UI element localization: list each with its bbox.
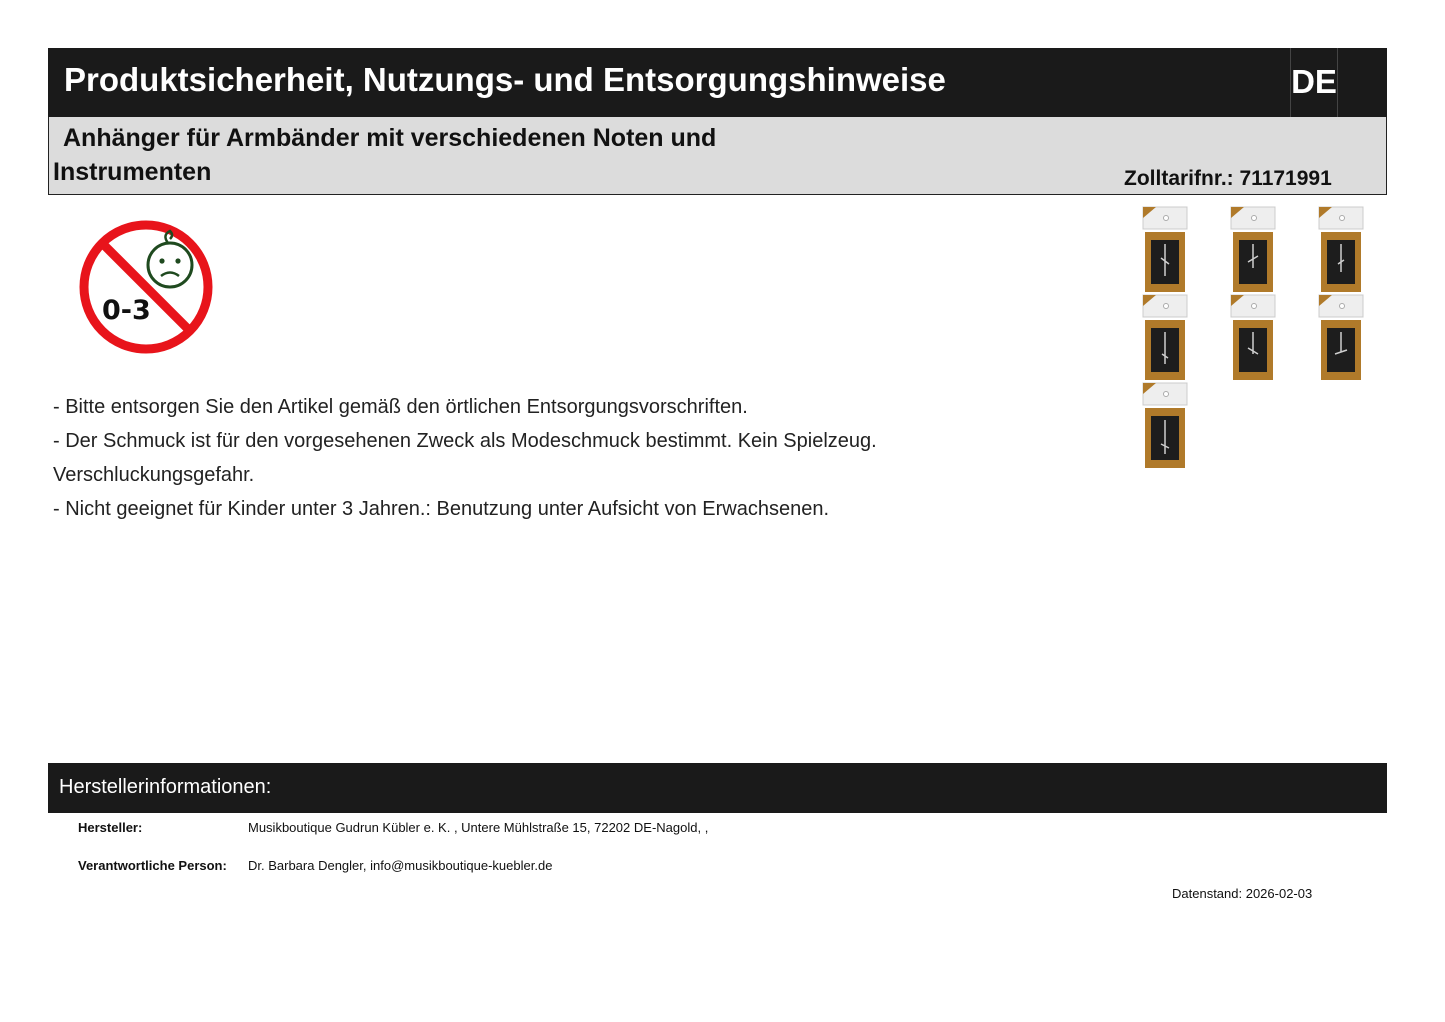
product-image-3[interactable] [1318,206,1364,294]
product-image-4[interactable] [1142,294,1188,382]
note-disposal: - Bitte entsorgen Sie den Artikel gemäß den örtlichen Entsorgungsvorschriften. [53,396,748,418]
note-choking-hazard: Verschluckungsgefahr. [53,464,255,486]
data-date: Datenstand: 2026-02-03 [1172,886,1313,901]
product-title-line-1: Anhänger für Armbänder mit verschiedenen Noten und [63,124,717,152]
manufacturer-value: Musikboutique Gudrun Kübler e. K. , Untere Mühlstraße 15, 72202 DE-Nagold, , [248,820,709,835]
manufacturer-label: Hersteller: [78,820,143,835]
note-purpose: - Der Schmuck ist für den vorgesehenen Zweck als Modeschmuck bestimmt. Kein Spielzeug. [53,430,877,452]
product-image-5[interactable] [1230,294,1276,382]
age-label: 0-3 [102,295,151,326]
document-title: Produktsicherheit, Nutzungs- und Entsorgungshinweise [64,61,946,98]
customs-tariff-number: Zolltarifnr.: 71171991 [1124,167,1332,190]
document-header [48,48,1387,117]
product-title [53,121,773,189]
responsible-person-value: Dr. Barbara Dengler, info@musikboutique-kuebler.de [248,858,553,873]
product-image-7[interactable] [1142,382,1188,470]
manufacturer-section-title: Herstellerinformationen: [59,776,272,798]
language-code: DE [1290,48,1338,117]
no-children-under-3-icon [76,217,216,357]
product-image-6[interactable] [1318,294,1364,382]
safety-notes [53,390,877,526]
manufacturer-section-header [48,763,1387,813]
product-header [48,117,1387,195]
product-image-gallery [1140,206,1380,476]
note-age-restriction: - Nicht geeignet für Kinder unter 3 Jahren.: Benutzung unter Aufsicht von Erwachsenen. [53,498,830,520]
product-image-1[interactable] [1142,206,1188,294]
product-image-2[interactable] [1230,206,1276,294]
responsible-person-label: Verantwortliche Person: [78,858,227,873]
product-title-line-2: Instrumenten [53,158,212,186]
